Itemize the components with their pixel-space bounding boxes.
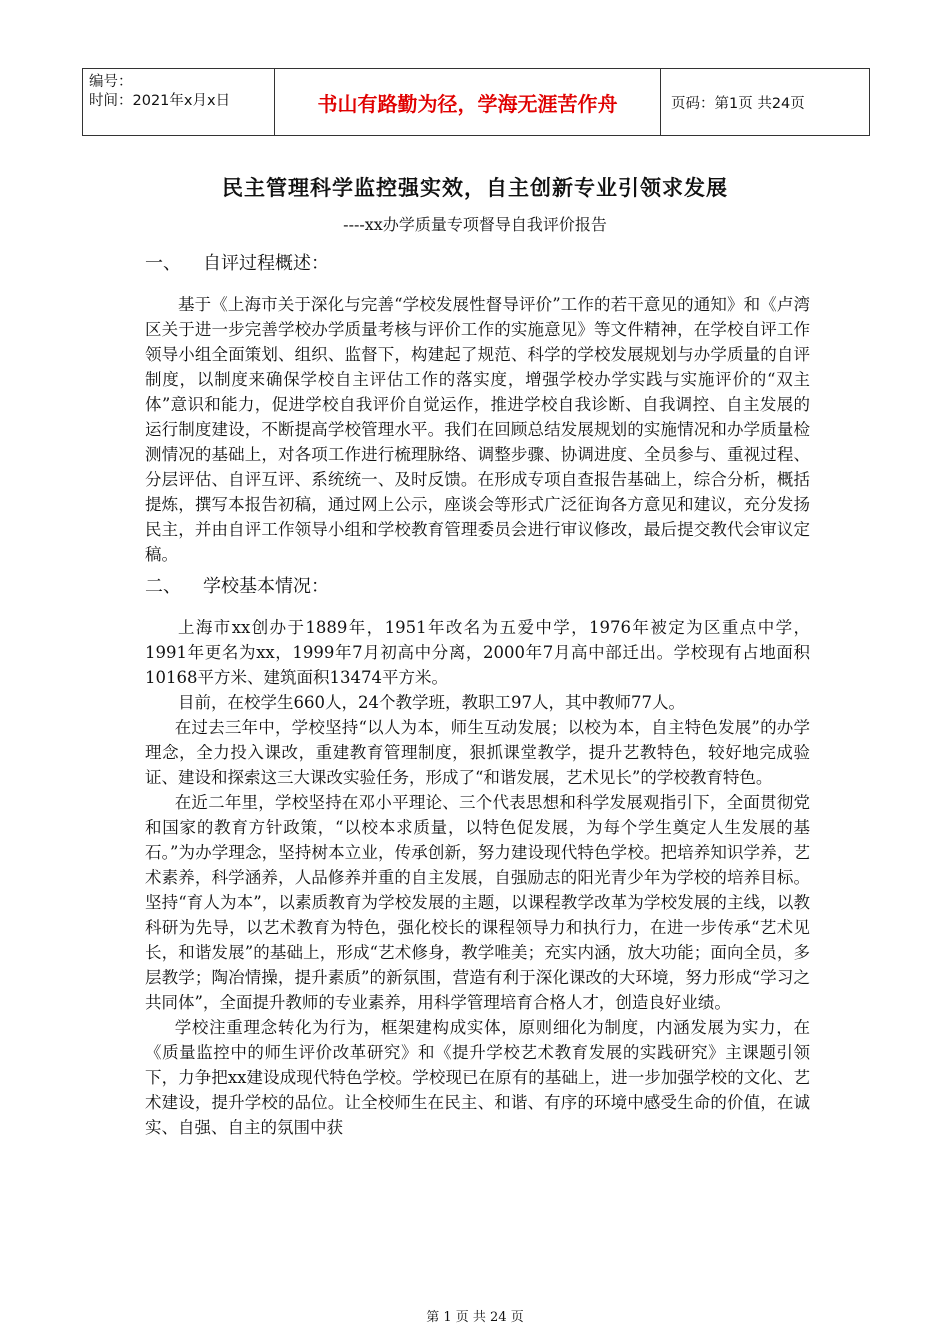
section-title: 学校基本情况： — [203, 576, 329, 597]
section-number: 二、 — [145, 576, 181, 597]
paragraph: 目前，在校学生660人，24个教学班，教职工97人，其中教师77人。 — [178, 693, 685, 712]
header-table — [82, 68, 870, 136]
paragraph: 上海市xx创办于1889年，1951年改名为五爱中学，1976年被定为区重点中学，1991年更名为xx，1999年7月初高中分离，2000年7月高中部迁出。学校现有占地面积10168平方米、建筑面积13474平方米。 — [145, 618, 810, 687]
paragraph: 在过去三年中，学校坚持“以人为本，师生互动发展；以校为本，自主特色发展”的办学理念，全力投入课改，重建教育管理制度，狠抓课堂教学，提升艺教特色，较好地完成验证、建设和探索这三大课改实验任务，形成了“和谐发展，艺术见长”的学校教育特色。 — [145, 718, 810, 787]
section-heading-1 — [145, 248, 810, 280]
time-label: 时间：2021年x月x日 — [89, 93, 231, 109]
paragraph: 基于《上海市关于深化与完善“学校发展性督导评价”工作的若干意见的通知》和《卢湾区关于进一步完善学校办学质量考核与评价工作的实施意见》等文件精神，在学校自评工作领导小组全面策划、组织、监督下，构建起了规范、科学的学校发展规划与办学质量的自评制度，以制度来确保学校自主评估工作的落实度，增强学校办学实践与实施评价的“双主体”意识和能力，促进学校自我评价自觉运作，推进学校自我诊断、自我调控、自主发展的运行制度建设，不断提高学校管理水平。我们在回顾总结发展规划的实施情况和办学质量检测情况的基础上，对各项工作进行梳理脉络、调整步骤、协调进度、全员参与、重视过程、分层评估、自评互评、系统统一、及时反馈。在形成专项自查报告基础上，综合分析，概括提炼，撰写本报告初稿，通过网上公示，座谈会等形式广泛征询各方意见和建议，充分发扬民主，并由自评工作领导小组和学校教育管理委员会进行审议修改，最后提交教代会审议定稿。 — [145, 295, 810, 564]
document-title: 民主管理科学监控强实效，自主创新专业引领求发展 — [222, 175, 728, 200]
section-title: 自评过程概述： — [203, 253, 329, 274]
document-subtitle: ----xx办学质量专项督导自我评价报告 — [343, 215, 607, 234]
paragraph: 学校注重理念转化为行为，框架建构成实体，原则细化为制度，内涵发展为实力，在《质量监控中的师生评价改革研究》和《提升学校艺术教育发展的实践研究》主课题引领下，力争把xx建设成现代特色学校。学校现已在原有的基础上，进一步加强学校的文化、艺术建设，提升学校的品位。让全校师生在民主、和谐、有序的环境中感受生命的价值，在诚实、自强、自主的氛围中获 — [145, 1018, 810, 1137]
header-meta-cell — [83, 69, 275, 136]
number-label: 编号： — [89, 74, 133, 90]
section-number: 一、 — [145, 253, 181, 274]
paragraph: 在近二年里，学校坚持在邓小平理论、三个代表思想和科学发展观指引下，全面贯彻党和国家的教育方针政策，“以校本求质量，以特色促发展，为每个学生奠定人生发展的基石。”为办学理念，坚持树本立业，传承创新，努力建设现代特色学校。把培养知识学养，艺术素养，科学涵养，人品修养并重的自主发展，自强励志的阳光青少年为学校的培养目标。坚持“育人为本”，以素质教育为学校发展的主题，以课程教学改革为学校发展的主线，以教科研为先导，以艺术教育为特色，强化校长的课程领导力和执行力，在进一步传承“艺术见长，和谐发展”的基础上，形成“艺术修身，教学唯美；充实内涵，放大功能；面向全员，多层教学；陶冶情操，提升素质”的新氛围，营造有利于深化课改的大环境，努力形成“学习之共同体”，全面提升教师的专业素养，用科学管理培育合格人才，创造良好业绩。 — [145, 793, 810, 1012]
page-info: 页码：第1页 共24页 — [661, 69, 870, 136]
page-footer: 第 1 页 共 24 页 — [426, 1310, 524, 1325]
motto: 书山有路勤为径，学海无涯苦作舟 — [275, 69, 661, 136]
document-body — [145, 244, 810, 1140]
section-heading-2 — [145, 571, 810, 603]
